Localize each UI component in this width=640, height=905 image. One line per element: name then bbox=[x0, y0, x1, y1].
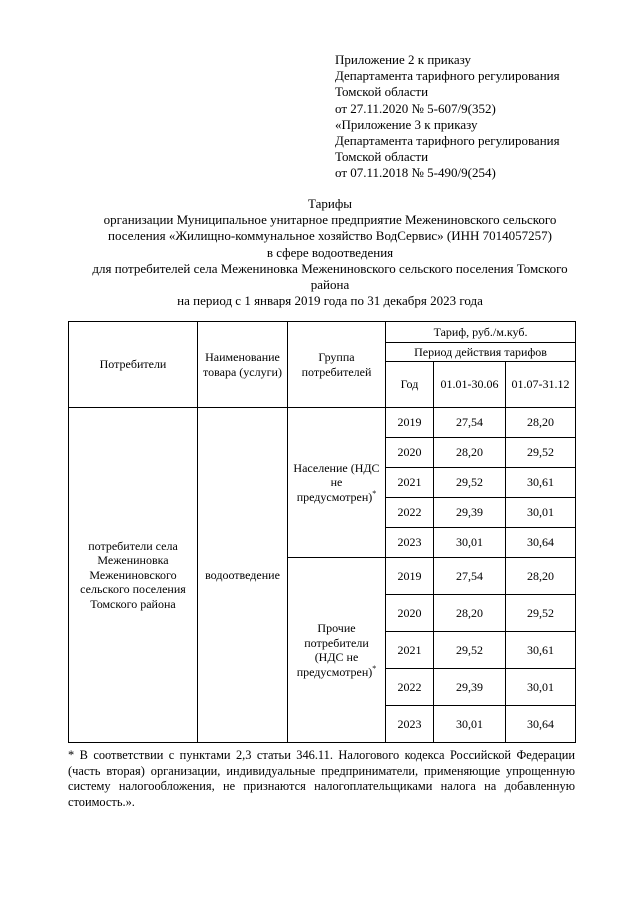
year-cell: 2022 bbox=[386, 498, 434, 528]
tariff-h1-cell: 29,39 bbox=[434, 669, 506, 706]
tariff-h1-cell: 29,52 bbox=[434, 632, 506, 669]
document-heading bbox=[60, 196, 600, 309]
tariff-h1-cell: 29,52 bbox=[434, 468, 506, 498]
tariff-h1-cell: 29,39 bbox=[434, 498, 506, 528]
group-name: Население (НДС не предусмотрен) bbox=[293, 460, 380, 504]
year-cell: 2020 bbox=[386, 438, 434, 468]
document-title: Тарифы bbox=[307, 196, 352, 211]
header-consumers: Потребители bbox=[69, 322, 198, 408]
header-period: Период действия тарифов bbox=[386, 343, 576, 362]
year-cell: 2022 bbox=[386, 669, 434, 706]
tariff-h2-cell: 30,61 bbox=[506, 468, 576, 498]
tariff-h2-cell: 30,01 bbox=[506, 669, 576, 706]
footnote-mark: * bbox=[372, 663, 377, 673]
year-cell: 2021 bbox=[386, 632, 434, 669]
header-tariff: Тариф, руб./м.куб. bbox=[386, 322, 576, 343]
heading-line: организации Муниципальное унитарное предприятие Межениновского сельского bbox=[103, 212, 557, 228]
heading-line: в сфере водоотведения bbox=[266, 244, 394, 260]
appendix-line: «Приложение 3 к приказу bbox=[335, 116, 478, 132]
tariff-h2-cell: 30,64 bbox=[506, 706, 576, 743]
tariff-h1-cell: 27,54 bbox=[434, 558, 506, 595]
header-first-half: 01.01-30.06 bbox=[434, 362, 506, 408]
footnote: * В соответствии с пунктами 2,3 статьи 346.11. Налогового кодекса Российской Федерации (часть вторая) организации, индивидуальные предприниматели, применяющие упрощенную систему налогообложения, не признаются налогоплательщиками налога на добавленную стоимость.». bbox=[68, 748, 575, 809]
tariff-h1-cell: 27,54 bbox=[434, 408, 506, 438]
footnote-mark: * bbox=[372, 488, 377, 498]
tariff-h2-cell: 29,52 bbox=[506, 595, 576, 632]
group-name: Прочие потребители (НДС не предусмотрен) bbox=[296, 621, 373, 679]
appendix-line: Департамента тарифного регулирования bbox=[335, 68, 560, 84]
header-group: Группа потребителей bbox=[288, 322, 386, 408]
tariff-h2-cell: 29,52 bbox=[506, 438, 576, 468]
heading-line: поселения «Жилищно-коммунальное хозяйство ВодСервис» (ИНН 7014057257) bbox=[107, 228, 552, 244]
tariff-table bbox=[68, 321, 576, 743]
heading-line: для потребителей села Межениновка Межениновского сельского поселения Томского bbox=[92, 260, 568, 276]
group-cell-population bbox=[288, 408, 386, 558]
year-cell: 2021 bbox=[386, 468, 434, 498]
appendix-line: Приложение 2 к приказу bbox=[335, 52, 472, 67]
appendix-line: от 27.11.2020 № 5-607/9(352) bbox=[335, 100, 496, 116]
appendix-line: Томской области bbox=[335, 149, 429, 165]
year-cell: 2019 bbox=[386, 558, 434, 595]
appendix-line: от 07.11.2018 № 5-490/9(254) bbox=[335, 165, 496, 181]
consumers-cell: потребители села Межениновка Межениновского сельского поселения Томского района bbox=[69, 408, 198, 743]
tariff-h2-cell: 28,20 bbox=[506, 408, 576, 438]
header-year: Год bbox=[386, 362, 434, 408]
tariff-h2-cell: 30,01 bbox=[506, 498, 576, 528]
year-cell: 2023 bbox=[386, 528, 434, 558]
tariff-h1-cell: 28,20 bbox=[434, 438, 506, 468]
appendix-line: Департамента тарифного регулирования bbox=[335, 133, 560, 149]
heading-line: района bbox=[310, 277, 350, 293]
heading-line: на период с 1 января 2019 года по 31 декабря 2023 года bbox=[177, 293, 483, 309]
tariff-h1-cell: 28,20 bbox=[434, 595, 506, 632]
service-cell: водоотведение bbox=[198, 408, 288, 743]
year-cell: 2020 bbox=[386, 595, 434, 632]
appendix-line: Томской области bbox=[335, 84, 429, 100]
appendix-block bbox=[335, 52, 625, 182]
year-cell: 2023 bbox=[386, 706, 434, 743]
tariff-h2-cell: 30,61 bbox=[506, 632, 576, 669]
year-cell: 2019 bbox=[386, 408, 434, 438]
header-service: Наименование товара (услуги) bbox=[198, 322, 288, 408]
header-second-half: 01.07-31.12 bbox=[506, 362, 576, 408]
tariff-h1-cell: 30,01 bbox=[434, 706, 506, 743]
group-cell-other bbox=[288, 558, 386, 743]
tariff-h2-cell: 30,64 bbox=[506, 528, 576, 558]
tariff-h2-cell: 28,20 bbox=[506, 558, 576, 595]
tariff-h1-cell: 30,01 bbox=[434, 528, 506, 558]
